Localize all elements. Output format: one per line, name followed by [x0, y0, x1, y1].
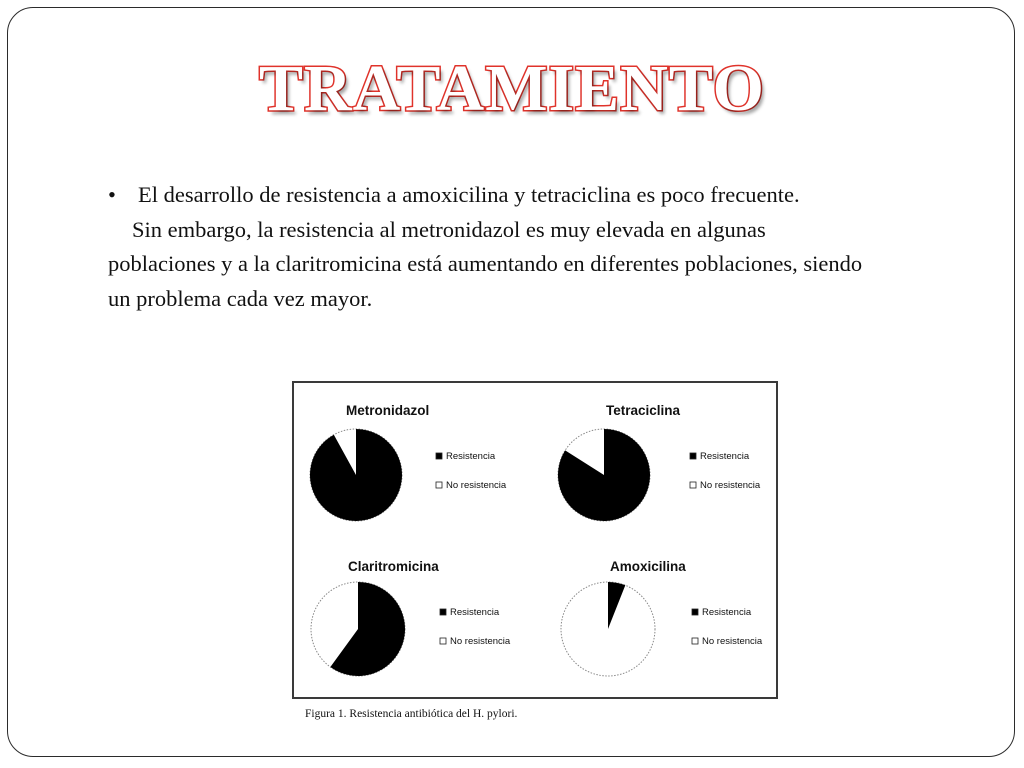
paragraph-line-1 [108, 178, 988, 213]
claritromicina-legend-label-no-resistencia: No resistencia [450, 636, 511, 647]
resistance-figure [292, 381, 778, 699]
body-paragraph [108, 178, 988, 316]
metronidazol-pie-title: Metronidazol [346, 403, 430, 418]
paragraph-line-3: poblaciones y a la claritromicina está aumentando en diferentes poblaciones, siendo [108, 251, 863, 276]
tetraciclina-legend-swatch-no-resistencia [690, 482, 696, 488]
slide-title: TRATAMIENTO [258, 52, 766, 125]
amoxicilina-legend-swatch-no-resistencia [692, 638, 698, 644]
claritromicina-legend-swatch-no-resistencia [440, 638, 446, 644]
metronidazol-legend-label-no-resistencia: No resistencia [446, 480, 507, 491]
figure-caption: Figura 1. Resistencia antibiótica del H. pylori. [305, 708, 518, 720]
amoxicilina-legend-label-resistencia: Resistencia [702, 607, 752, 618]
amoxicilina-legend-label-no-resistencia: No resistencia [702, 636, 763, 647]
claritromicina-legend-swatch-resistencia [440, 609, 446, 615]
paragraph-line-4: un problema cada vez mayor. [108, 285, 373, 311]
tetraciclina-legend-swatch-resistencia [690, 453, 696, 459]
paragraph-line-2: Sin embargo, la resistencia al metronidazol es muy elevada en algunas [132, 216, 766, 242]
metronidazol-legend-label-resistencia: Resistencia [446, 451, 496, 462]
claritromicina-legend-label-resistencia: Resistencia [450, 607, 500, 618]
amoxicilina-legend-swatch-resistencia [692, 609, 698, 615]
paragraph-text-1: El desarrollo de resistencia a amoxicilina y tetraciclina es poco frecuente. [138, 182, 800, 207]
metronidazol-legend-swatch-no-resistencia [436, 482, 442, 488]
metronidazol-legend-swatch-resistencia [436, 453, 442, 459]
tetraciclina-legend-label-resistencia: Resistencia [700, 451, 750, 462]
amoxicilina-pie-title: Amoxicilina [610, 559, 686, 574]
bullet-icon: • [108, 182, 116, 207]
tetraciclina-pie-title: Tetraciclina [606, 403, 681, 418]
claritromicina-pie-title: Claritromicina [348, 559, 439, 574]
metronidazol-resistencia-slice [310, 429, 402, 521]
tetraciclina-legend-label-no-resistencia: No resistencia [700, 480, 761, 491]
pie-charts [294, 383, 776, 697]
